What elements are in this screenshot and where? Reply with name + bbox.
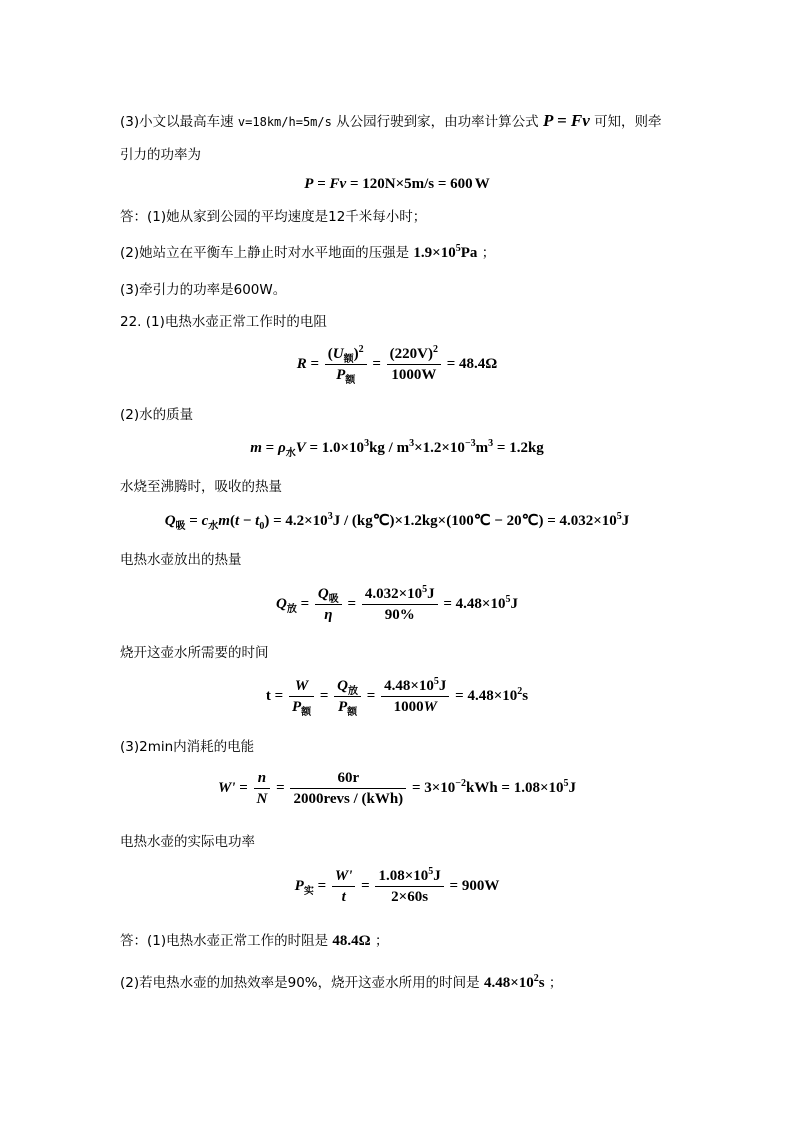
answer-2 xyxy=(120,244,495,262)
boil-text: 水烧至沸腾时，吸收的热量 xyxy=(120,479,282,495)
speed-value: v=18km/h=5m/s xyxy=(237,115,332,129)
text: ； xyxy=(548,975,563,991)
text: 可知，则牵 xyxy=(594,114,662,130)
pressure-value: $1.9\times 10^5Pa$ xyxy=(413,243,478,261)
q22-answer-1 xyxy=(120,932,388,950)
release-text: 电热水壶放出的热量 xyxy=(120,552,242,568)
equation-time: t = $\frac{W}{P_额}$ = $\frac{Q_放}{P_额}$ = $\frac{4.48\times 10^5J}{1000W}$ = $4.48\times 10^2s$ xyxy=(265,676,529,718)
text: (2)若电热水壶的加热效率是90%，烧开这壶水所用的时间是 xyxy=(120,975,480,991)
resistance-value: 48.4Ω xyxy=(332,933,371,949)
power-text: 电热水壶的实际电功率 xyxy=(120,834,255,850)
q22-part2: (2)水的质量 xyxy=(120,407,194,423)
formula-inline: P = Fv xyxy=(542,111,590,130)
time-text: 烧开这壶水所需要的时间 xyxy=(120,645,269,661)
equation-heat-absorbed: $Q_吸 = c_水m(t - t_0) = 4.2\times 10^3J$ / (kg℃)×1.2kg×(100℃ − 20℃) = $4.032\times 10^5J$ xyxy=(164,511,630,532)
equation-energy: W' = $\frac{n}{N}$ = $\frac{60r}{\text{2000revs / (kWh)}}$ = $3\times 10^{-2}kWh = 1.08\times 10^5J$ xyxy=(217,770,577,807)
paragraph-3-line1 xyxy=(120,112,662,131)
equation-mass: $m = \rho_水V = 1.0\times 10^3kg / m^3\times 1.2\times 10^{-3}m^3 = 1.2kg$ xyxy=(250,438,544,459)
answer-3: (3)牵引力的功率是600W。 xyxy=(120,282,287,298)
text: ； xyxy=(374,933,389,949)
text: (2)她站立在平衡车上静止时对水平地面的压强是 xyxy=(120,245,410,261)
q22-answer-2 xyxy=(120,974,562,992)
text: 答：(1)电热水壶正常工作的时阻是 xyxy=(120,933,329,949)
answer-1: 答：(1)她从家到公园的平均速度是12千米每小时； xyxy=(120,209,427,225)
equation-resistance: R = $\frac{(U_额)^2}{P_额}$ = $\frac{(220V)^2}{1000W}$ = 48.4Ω xyxy=(296,344,498,386)
text: (3)小文以最高车速 xyxy=(120,114,234,130)
text: 从公园行驶到家，由功率计算公式 xyxy=(336,114,539,130)
equation-heat-released: $Q_放$ = $\frac{Q_吸}{\eta}$ = $\frac{4.032\times 10^5J}{90\%}$ = $4.48\times 10^5J$ xyxy=(276,584,518,623)
q22-part3: (3)2min内消耗的电能 xyxy=(120,739,255,755)
q22-heading: 22. (1)电热水壶正常工作时的电阻 xyxy=(120,314,327,330)
time-value: $4.48\times 10^2s$ xyxy=(483,973,545,991)
equation-power: P = Fv = 120N×5m/s = 600 W xyxy=(304,176,490,192)
text: ； xyxy=(481,245,496,261)
equation-actual-power: $P_实$ = $\frac{W'}{t}$ = $\frac{1.08\times 10^5J}{2\times 60s}$ = 900W xyxy=(294,866,500,905)
paragraph-3-line2: 引力的功率为 xyxy=(120,147,201,163)
